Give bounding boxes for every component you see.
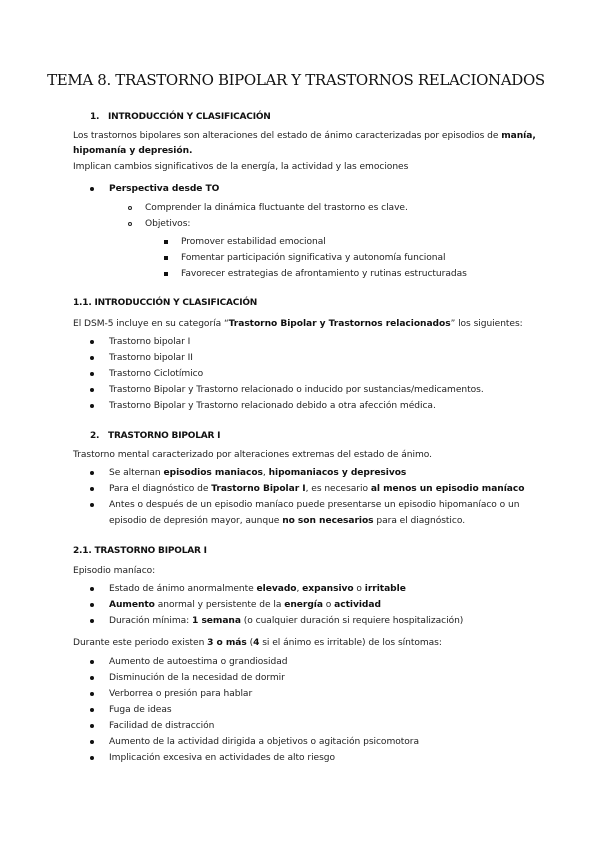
- bullet-icon: [90, 471, 94, 475]
- s2-bullet-3-line-1: Antes o después de un episodio maníaco puede presentarse un episodio hipomaníaco o un: [109, 500, 520, 510]
- s21-symptom-item: Implicación excesiva en actividades de alto riesgo: [109, 753, 336, 763]
- hollow-bullet-icon: [128, 222, 132, 226]
- s11-list-item: Trastorno Bipolar y Trastorno relacionado debido a otra afección médica.: [109, 401, 436, 411]
- bullet-icon: [90, 187, 94, 191]
- square-bullet-icon: [164, 240, 168, 244]
- s21-symptom-item: Facilidad de distracción: [109, 721, 215, 731]
- document-title: TEMA 8. TRASTORNO BIPOLAR Y TRASTORNOS RELACIONADOS: [47, 71, 545, 89]
- bullet-icon: [90, 340, 94, 344]
- bullet-icon: [90, 603, 94, 607]
- bullet-icon: [90, 692, 94, 696]
- bullet-icon: [90, 619, 94, 623]
- s21-paragraph-1: Episodio maníaco:: [73, 566, 156, 576]
- s21-criterion-3: Duración mínima: 1 semana (o cualquier duración si requiere hospitalización): [109, 616, 464, 626]
- s21-symptom-item: Aumento de autoestima o grandiosidad: [109, 657, 288, 667]
- bullet-icon: [90, 756, 94, 760]
- bullet-icon: [90, 372, 94, 376]
- s11-list-item: Trastorno Ciclotímico: [109, 369, 204, 379]
- s1-objective-item: Promover estabilidad emocional: [181, 237, 326, 247]
- s1-sub-item-2: Objetivos:: [145, 219, 191, 229]
- bullet-icon: [90, 503, 94, 507]
- bullet-icon: [90, 587, 94, 591]
- bullet-icon: [90, 724, 94, 728]
- s2-bullet-1: Se alternan episodios maniacos, hipomaniacos y depresivos: [109, 468, 407, 478]
- bullet-icon: [90, 676, 94, 680]
- s1-paragraph-1-line-1: Los trastornos bipolares son alteraciones del estado de ánimo caracterizadas por episodios de manía,: [73, 131, 536, 141]
- s2-bullet-2: Para el diagnóstico de Trastorno Bipolar I, es necesario al menos un episodio maníaco: [109, 484, 525, 494]
- bullet-icon: [90, 356, 94, 360]
- s11-list-item: Trastorno bipolar I: [109, 337, 191, 347]
- bullet-icon: [90, 404, 94, 408]
- s21-paragraph-2: Durante este periodo existen 3 o más (4 si el ánimo es irritable) de los síntomas:: [73, 638, 442, 648]
- s21-criterion-1: Estado de ánimo anormalmente elevado, expansivo o irritable: [109, 584, 406, 594]
- section-2-1-heading: 2.1. TRASTORNO BIPOLAR I: [73, 546, 207, 556]
- s11-list-item: Trastorno bipolar II: [109, 353, 193, 363]
- s21-symptom-item: Aumento de la actividad dirigida a objetivos o agitación psicomotora: [109, 737, 420, 747]
- s2-paragraph: Trastorno mental caracterizado por alteraciones extremas del estado de ánimo.: [73, 450, 432, 460]
- s1-objective-item: Favorecer estrategias de afrontamiento y rutinas estructuradas: [181, 269, 467, 279]
- bullet-icon: [90, 487, 94, 491]
- hollow-bullet-icon: [128, 206, 132, 210]
- s1-paragraph-1-line-2: hipomanía y depresión.: [73, 146, 193, 156]
- s11-list-item: Trastorno Bipolar y Trastorno relacionado o inducido por sustancias/medicamentos.: [109, 385, 484, 395]
- s1-bullet-perspectiva: Perspectiva desde TO: [109, 184, 220, 194]
- s11-paragraph: El DSM-5 incluye en su categoría “Trastorno Bipolar y Trastornos relacionados” los siguientes:: [73, 319, 523, 329]
- s2-bullet-3-line-2: episodio de depresión mayor, aunque no son necesarios para el diagnóstico.: [109, 516, 466, 526]
- section-1-heading: INTRODUCCIÓN Y CLASIFICACIÓN: [108, 112, 271, 122]
- square-bullet-icon: [164, 272, 168, 276]
- bullet-icon: [90, 388, 94, 392]
- section-1-1-heading: 1.1. INTRODUCCIÓN Y CLASIFICACIÓN: [73, 298, 258, 308]
- s21-criterion-2: Aumento anormal y persistente de la energía o actividad: [109, 600, 381, 610]
- section-1-number: 1.: [90, 112, 100, 122]
- bullet-icon: [90, 708, 94, 712]
- s21-symptom-item: Verborrea o presión para hablar: [109, 689, 253, 699]
- s1-objective-item: Fomentar participación significativa y autonomía funcional: [181, 253, 446, 263]
- s1-paragraph-2: Implican cambios significativos de la energía, la actividad y las emociones: [73, 162, 409, 172]
- s21-symptom-item: Fuga de ideas: [109, 705, 172, 715]
- bullet-icon: [90, 740, 94, 744]
- section-2-heading: TRASTORNO BIPOLAR I: [108, 431, 221, 441]
- s21-symptom-item: Disminución de la necesidad de dormir: [109, 673, 285, 683]
- square-bullet-icon: [164, 256, 168, 260]
- s1-sub-item-1: Comprender la dinámica fluctuante del trastorno es clave.: [145, 203, 408, 213]
- section-2-number: 2.: [90, 431, 100, 441]
- bullet-icon: [90, 660, 94, 664]
